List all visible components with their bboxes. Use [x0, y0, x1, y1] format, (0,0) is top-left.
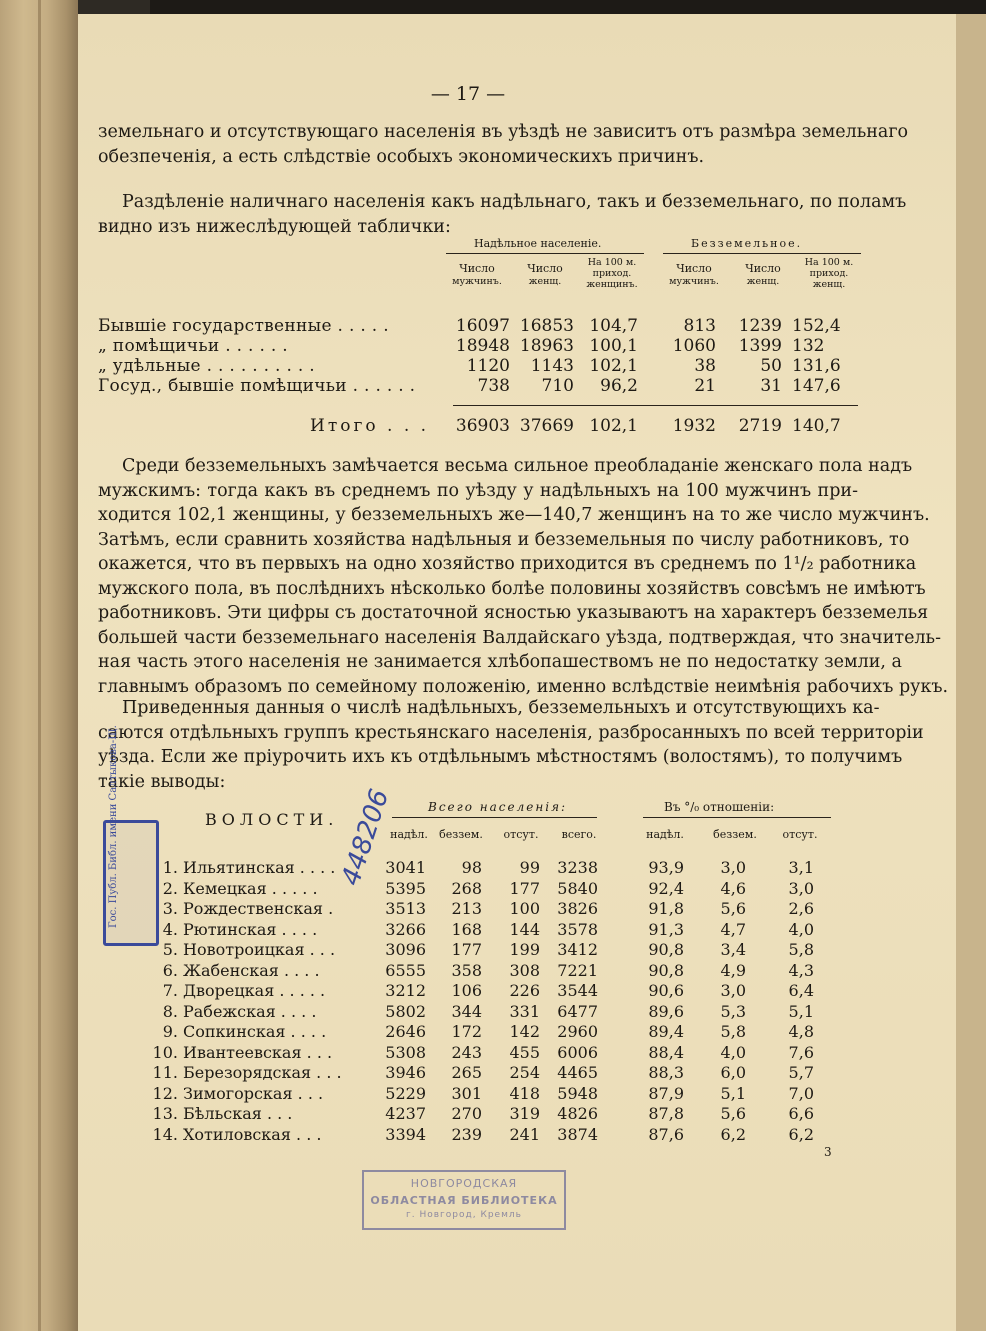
table-row: [78, 981, 956, 1001]
cell: 3826: [557, 899, 598, 918]
cell: 3266: [385, 919, 426, 939]
group-brace: [446, 253, 644, 254]
stamp-text: Гос. Публ. Библ. имени Салтыкова-Щ.: [108, 725, 119, 928]
cell: 90,8: [648, 940, 684, 959]
cell: 455: [509, 1042, 540, 1062]
cell: 87,9: [648, 1083, 684, 1103]
cell: 3,0: [720, 858, 746, 877]
col-header-line: мужчинъ.: [669, 276, 719, 287]
cell: 100,1: [589, 336, 638, 356]
cell: 31: [760, 376, 782, 396]
cell: 4,0: [720, 1042, 746, 1062]
cell: 6477: [557, 1001, 598, 1021]
cell: 92,4: [648, 878, 684, 898]
cell: 6,4: [788, 981, 814, 1000]
table-group-header: Всего населенія:: [428, 800, 568, 814]
cell: 88,3: [648, 1063, 684, 1082]
cell: 7,0: [788, 1083, 814, 1103]
cell: 5,6: [720, 899, 746, 918]
stamp-line: НОВГОРОДСКАЯ: [410, 1177, 518, 1190]
table-row: [78, 1104, 956, 1124]
text-line: мужскимъ: тогда какъ въ среднемъ по уѣзду у надѣльныхъ на 100 мужчинъ при-: [98, 480, 858, 501]
row-name: Новотроицкая . . .: [183, 940, 336, 959]
col-header-line: Число: [459, 262, 495, 275]
table-group-header: Надѣльное населеніе.: [474, 237, 602, 250]
row-number: 9.: [162, 1022, 178, 1041]
text-line: ходится 102,1 женщины, у безземельныхъ же—140,7 женщинъ на то же число мужчинъ.: [98, 505, 930, 525]
cell: 5,7: [788, 1063, 814, 1082]
row-name: Хотиловская . . .: [183, 1124, 322, 1144]
cell: 21: [694, 376, 716, 396]
cell: 4,3: [788, 960, 814, 980]
cell: 91,3: [648, 919, 684, 939]
cell: 4465: [557, 1063, 598, 1082]
cell: 1143: [530, 356, 574, 376]
cell: 3,0: [720, 981, 746, 1000]
cell: 5395: [385, 878, 426, 898]
cell: 1060: [672, 336, 716, 356]
stamp-line: ОБЛАСТНАЯ БИБЛИОТЕКА: [370, 1194, 558, 1207]
cell: 5948: [557, 1083, 598, 1103]
col-header: [663, 262, 725, 287]
cell: 132: [792, 336, 825, 356]
cell: 1239: [738, 316, 782, 336]
cell: 6,2: [788, 1124, 814, 1144]
col-header-line: Число: [676, 262, 712, 275]
cell: 6555: [385, 960, 426, 980]
cell: 239: [451, 1124, 482, 1144]
cell: 3394: [385, 1124, 426, 1144]
group-brace: [663, 253, 861, 254]
cell: 89,4: [648, 1022, 684, 1041]
cell: 3096: [385, 940, 426, 959]
text-line: Раздѣленіе наличнаго населенія какъ надѣльнаго, такъ и безземельнаго, по поламъ: [122, 192, 907, 212]
cell: 3578: [557, 919, 598, 939]
cell: 102,1: [589, 356, 638, 376]
row-number: 7.: [162, 981, 178, 1000]
table-row: [78, 1002, 956, 1022]
row-name: Ивантеевская . . .: [183, 1042, 333, 1062]
page-edge: [956, 14, 986, 1331]
cell: 102,1: [589, 416, 638, 436]
cell: 172: [451, 1022, 482, 1041]
text-line: Затѣмъ, если сравнить хозяйства надѣльныя и безземельныя по числу работниковъ, то: [98, 529, 910, 550]
row-label: „ помѣщичьи . . . . . .: [98, 336, 288, 356]
row-number: 5.: [162, 940, 178, 959]
text-line: большей части безземельнаго населенія Валдайскаго уѣзда, подтверждая, что значитель-: [98, 627, 941, 648]
col-header-line: На 100 м.: [804, 257, 854, 268]
table-row: [78, 1063, 956, 1083]
col-header-line: приход.: [809, 268, 849, 279]
cell: 177: [509, 878, 540, 898]
cell: 3513: [385, 899, 426, 918]
cell: 16097: [455, 316, 510, 336]
cell: 144: [509, 919, 540, 939]
col-header-line: женщинъ.: [586, 279, 638, 290]
cell: 3238: [557, 858, 598, 877]
cell: 4,7: [720, 919, 746, 939]
cell: 16853: [519, 316, 574, 336]
text-line: главнымъ образомъ по семейному положенію, именно вслѣдствіе неимѣнія рабочихъ рукъ.: [98, 676, 949, 697]
cell: 91,8: [648, 899, 684, 918]
col-header: [798, 257, 860, 290]
cell: 90,6: [648, 981, 684, 1000]
cell: 4826: [557, 1104, 598, 1123]
table-row: [78, 879, 956, 899]
cell: 177: [451, 940, 482, 959]
col-header-line: женщ.: [528, 276, 562, 287]
cell: 168: [451, 919, 482, 939]
col-header: надѣл.: [390, 828, 428, 841]
row-label: Госуд., бывшіе помѣщичьи . . . . . .: [98, 376, 416, 396]
cell: 88,4: [648, 1042, 684, 1062]
table-title: ВОЛОСТИ.: [205, 810, 339, 829]
text-line: саются отдѣльныхъ группъ крестьянскаго населенія, разбросанныхъ по всей территоріи: [98, 722, 924, 743]
library-stamp: [362, 1170, 566, 1230]
row-name: Бѣльская . . .: [183, 1104, 293, 1123]
row-name: Ильятинская . . . .: [183, 858, 336, 877]
cell: 254: [509, 1063, 540, 1082]
row-number: 6.: [162, 960, 178, 980]
row-name: Зимогорская . . .: [183, 1083, 324, 1103]
col-header-line: приход.: [592, 268, 632, 279]
cell: 241: [509, 1124, 540, 1144]
text-line: окажется, что въ первыхъ на одно хозяйство приходится въ среднемъ по 1¹/₂ работника: [98, 554, 917, 574]
col-header: отсут.: [503, 828, 539, 841]
row-number: 1.: [162, 858, 178, 877]
table-row: [78, 1043, 956, 1063]
cell: 99: [519, 858, 540, 877]
cell: 5802: [385, 1001, 426, 1021]
group-brace: [643, 817, 831, 818]
document-page: [78, 14, 956, 1331]
cell: 18948: [455, 336, 510, 356]
cell: 50: [760, 356, 782, 376]
cell: 5,8: [720, 1022, 746, 1041]
cell: 4,8: [788, 1022, 814, 1041]
row-number: 4.: [162, 919, 178, 939]
cell: 4237: [385, 1104, 426, 1123]
cell: 131,6: [792, 356, 841, 376]
cell: 1399: [738, 336, 782, 356]
row-label: Бывшіе государственные . . . . .: [98, 316, 389, 336]
spine-edge: [38, 0, 41, 1331]
row-number: 11.: [152, 1063, 178, 1082]
cell: 89,6: [648, 1001, 684, 1021]
row-name: Дворецкая . . . . .: [183, 981, 326, 1000]
table-row: [78, 940, 956, 960]
cell: 265: [451, 1063, 482, 1082]
cell: 6,2: [720, 1124, 746, 1144]
cell: 93,9: [648, 858, 684, 877]
row-name: Сопкинская . . . .: [183, 1022, 327, 1041]
cell: 319: [509, 1104, 540, 1123]
text-line: Среди безземельныхъ замѣчается весьма сильное преобладаніе женскаго пола надъ: [122, 456, 913, 476]
cell: 37669: [519, 416, 574, 436]
table-group-header: Въ °/₀ отношеніи:: [664, 800, 775, 814]
library-stamp-vertical: [103, 725, 159, 946]
cell: 4,6: [720, 878, 746, 898]
cell: 2719: [738, 416, 782, 436]
cell: 142: [509, 1022, 540, 1041]
cell: 5229: [385, 1083, 426, 1103]
cell: 3946: [385, 1063, 426, 1082]
cell: 3,1: [788, 858, 814, 877]
cell: 243: [451, 1042, 482, 1062]
col-header: надѣл.: [646, 828, 684, 841]
cell: 5,6: [720, 1104, 746, 1123]
text-line: видно изъ нижеслѣдующей таблички:: [98, 217, 451, 237]
text-line: обезпеченія, а есть слѣдствіе особыхъ экономическихъ причинъ.: [98, 147, 705, 167]
row-number: 8.: [162, 1001, 178, 1021]
col-header: беззем.: [713, 828, 757, 841]
page-number: — 17 —: [430, 83, 506, 105]
col-header-line: На 100 м.: [587, 257, 637, 268]
text-line: работниковъ. Эти цифры съ достаточной ясностью указываютъ на характеръ безземелья: [98, 603, 929, 623]
cell: 4,0: [788, 919, 814, 939]
cell: 199: [509, 940, 540, 959]
col-header: [736, 262, 790, 287]
cell: 36903: [455, 416, 510, 436]
cell: 344: [451, 1001, 482, 1021]
cell: 90,8: [648, 960, 684, 980]
cell: 3212: [385, 981, 426, 1000]
cell: 3,4: [720, 940, 746, 959]
cell: 7,6: [788, 1042, 814, 1062]
cell: 5840: [557, 878, 598, 898]
row-number: 10.: [152, 1042, 178, 1062]
text-line: ная часть этого населенія не занимается хлѣбопашествомъ не по недостатку земли, а: [98, 652, 902, 672]
cell: 2,6: [788, 899, 814, 918]
cell: 104,7: [589, 316, 638, 336]
stamp-line: г. Новгород, Кремль: [406, 1210, 522, 1220]
cell: 3412: [557, 940, 598, 959]
cell: 5,8: [788, 940, 814, 959]
cell: 87,8: [648, 1104, 684, 1123]
total-rule: [453, 405, 858, 406]
cell: 3,0: [788, 878, 814, 898]
table-row: [78, 920, 956, 940]
cell: 6,0: [720, 1063, 746, 1082]
cell: 7221: [557, 960, 598, 980]
col-header: беззем.: [439, 828, 483, 841]
table-row: [78, 961, 956, 981]
cell: 98: [461, 858, 482, 877]
group-brace: [392, 817, 597, 818]
handwritten-inventory-number: 448206: [336, 785, 396, 890]
row-number: 3.: [162, 899, 178, 918]
cell: 6006: [557, 1042, 598, 1062]
cell: 106: [451, 981, 482, 1000]
cell: 38: [694, 356, 716, 376]
cell: 96,2: [600, 376, 638, 396]
row-label: „ удѣльные . . . . . . . . . .: [98, 356, 315, 376]
cell: 308: [509, 960, 540, 980]
table-row: [78, 899, 956, 919]
cell: 2960: [557, 1022, 598, 1041]
cell: 147,6: [792, 376, 841, 396]
cell: 3544: [557, 981, 598, 1000]
row-name: Кемецкая . . . . .: [183, 878, 318, 898]
text-line: такіе выводы:: [98, 771, 226, 792]
table-group-header: Безземельное.: [691, 237, 803, 250]
row-name: Рабежская . . . .: [183, 1001, 317, 1021]
cell: 813: [683, 316, 716, 336]
cell: 2646: [385, 1022, 426, 1041]
cell: 358: [451, 960, 482, 980]
text-line: земельнаго и отсутствующаго населенія въ уѣздѣ не зависитъ отъ размѣра земельнаго: [98, 122, 909, 142]
cell: 3041: [385, 858, 426, 877]
row-number: 2.: [162, 878, 178, 898]
table-row: [78, 1022, 956, 1042]
cell: 710: [541, 376, 574, 396]
col-header-line: мужчинъ.: [452, 276, 502, 287]
cell: 301: [451, 1083, 482, 1103]
col-header: [518, 262, 572, 287]
cell: 1120: [466, 356, 510, 376]
cell: 140,7: [792, 416, 841, 436]
cell: 18963: [519, 336, 574, 356]
cell: 100: [509, 899, 540, 918]
row-number: 13.: [152, 1104, 178, 1123]
cell: 5,1: [788, 1001, 814, 1021]
cell: 418: [509, 1083, 540, 1103]
cell: 226: [509, 981, 540, 1000]
cell: 6,6: [788, 1104, 814, 1123]
signature-mark: 3: [824, 1145, 832, 1159]
cell: 152,4: [792, 316, 841, 336]
cell: 5,1: [720, 1083, 746, 1103]
cell: 331: [509, 1001, 540, 1021]
col-header-line: Число: [527, 262, 563, 275]
col-header: отсут.: [782, 828, 818, 841]
cell: 5308: [385, 1042, 426, 1062]
total-label: Итого . . .: [310, 416, 430, 436]
row-number: 12.: [152, 1083, 178, 1103]
row-number: 14.: [152, 1124, 178, 1144]
cell: 738: [477, 376, 510, 396]
col-header-line: Число: [745, 262, 781, 275]
col-header-line: женщ.: [812, 279, 846, 290]
col-header-line: женщ.: [746, 276, 780, 287]
cell: 3874: [557, 1124, 598, 1144]
text-line: Приведенныя данныя о числѣ надѣльныхъ, безземельныхъ и отсутствующихъ ка-: [122, 698, 880, 718]
col-header: всего.: [561, 828, 597, 841]
cell: 5,3: [720, 1001, 746, 1021]
row-name: Жабенская . . . .: [183, 960, 320, 980]
cell: 87,6: [648, 1124, 684, 1144]
col-header: [446, 262, 508, 287]
table-row: [78, 1084, 956, 1104]
cell: 268: [451, 878, 482, 898]
row-name: Березорядская . . .: [183, 1063, 342, 1082]
table-row: [78, 858, 956, 878]
row-name: Рождественская .: [183, 899, 334, 918]
cell: 4,9: [720, 960, 746, 980]
cell: 1932: [672, 416, 716, 436]
text-line: мужского пола, въ послѣднихъ нѣсколько болѣе половины хозяйствъ совсѣмъ не имѣютъ: [98, 578, 926, 599]
cell: 270: [451, 1104, 482, 1123]
col-header: [581, 257, 643, 290]
row-name: Рютинская . . . .: [183, 919, 318, 939]
text-line: уѣзда. Если же пріурочить ихъ къ отдѣльнымъ мѣстностямъ (волостямъ), то получимъ: [98, 747, 903, 767]
cell: 213: [451, 899, 482, 918]
